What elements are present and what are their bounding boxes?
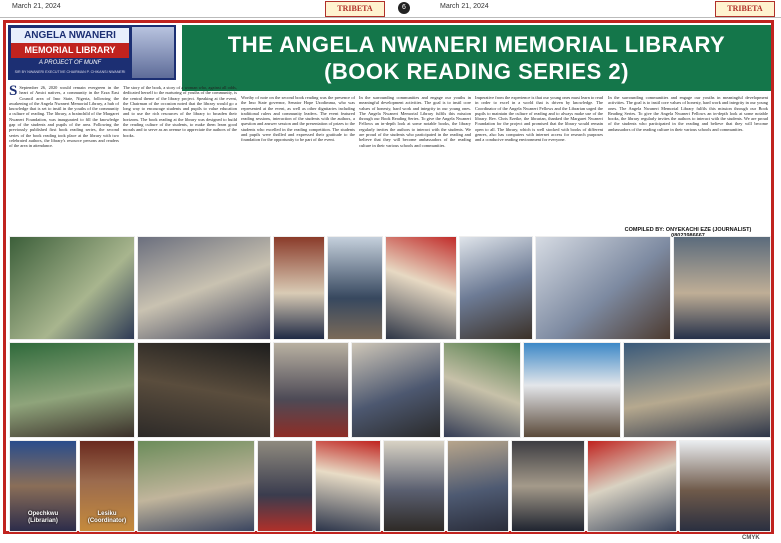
photo-event-15: [623, 342, 771, 438]
photo-event-16: [137, 440, 255, 532]
article-text-3: Worthy of note on the second book reading was the presence of the Imo State governor, Senator Hope Uzodimma, who was represented at the event, as well as other dignitaries including traditional rulers and community leaders. The event featured reading sessions, interaction of the students with the authors, a question and answer session and the presentation of prizes to the students who excelled in the reading competition. The students and pupils were thrilled and expressed their gratitude to the foundation for the opportunity to be part of the event.: [241, 95, 355, 143]
compiled-by: COMPILED BY: ONYEKACHI EZE (JOURNALIST): [624, 227, 752, 233]
banner-title-top: ANGELA NWANERI: [11, 28, 129, 43]
librarian-name: Opechkwu: [27, 511, 59, 517]
banner-subtitle: A PROJECT OF MUNF: [38, 60, 102, 66]
publication-logo-left: TRIBETA: [325, 1, 385, 17]
dropcap: S: [9, 85, 18, 99]
library-banner: [8, 25, 176, 80]
librarian-role: (Librarian): [28, 518, 58, 524]
headline-box: [182, 25, 771, 91]
photo-event-14: [523, 342, 621, 438]
photo-event-2: [137, 236, 271, 340]
article-column-4: [359, 95, 471, 253]
article-column-1: [9, 85, 119, 253]
photo-event-23: [679, 440, 771, 532]
banner-portrait-image: [132, 27, 174, 78]
photo-event-5: [385, 236, 457, 340]
photo-event-22: [587, 440, 677, 532]
coordinator-role: (Coordinator): [87, 518, 127, 524]
article-text-4: In the surrounding communities and engage our youths in meaningful development activities. The goal is to instil core values of honesty, hard work and integrity in our young ones. The Angela Nwaneri Memorial Library fulfils this mission through our Book Reading Series. To give the Angela Nwaneri Fellows an in-depth look at some notable books, the library regularly invites the authors to interact with the students. We are proud of the students who participated in the reading and believe that they will become ambassadors of the reading culture in their various schools and communities.: [359, 95, 471, 148]
page-number-left: 6: [398, 2, 410, 14]
photo-event-6: [459, 236, 533, 340]
photo-event-18: [315, 440, 381, 532]
date-right: March 21, 2024: [440, 3, 489, 10]
article-text-5: Imperative from the experience is that our young ones must learn to read in order to excel in a world that is driven by knowledge. The Coordinator of the Angela Nwaneri Fellows and the Librarian urged the pupils to maintain the culture of reading and to always make use of the library. Rev. Chris Ezeike, the librarian, thanked the Margaret Nwaneri Foundation for the project and promised that the library would remain open to all. The library, which is well stocked with books of different genres, also has computers with internet access for research purposes and a conducive reading environment for everyone.: [475, 95, 603, 143]
photo-event-19: [383, 440, 445, 532]
article-column-2: [123, 85, 237, 253]
date-left: March 21, 2024: [12, 3, 61, 10]
photo-event-8: [673, 236, 771, 340]
photo-event-4: [327, 236, 383, 340]
photo-event-17: [257, 440, 313, 532]
article-column-5: [475, 95, 603, 253]
publication-logo-right: TRIBETA: [715, 1, 775, 17]
caption-librarian: [10, 511, 76, 525]
photo-event-3: [273, 236, 325, 340]
photo-event-13: [443, 342, 521, 438]
headline: THE ANGELA NWANERI MEMORIAL LIBRARY (BOOK READING SERIES 2): [227, 32, 726, 84]
article-column-6: [608, 95, 768, 223]
photo-event-20: [447, 440, 509, 532]
photo-event-10: [137, 342, 271, 438]
banner-title-main: MEMORIAL LIBRARY: [11, 43, 129, 58]
photo-event-1: [9, 236, 135, 340]
photo-event-7: [535, 236, 671, 340]
photo-event-11: [273, 342, 349, 438]
photo-event-21: [511, 440, 585, 532]
page-header: [0, 0, 781, 18]
coordinator-name: Lesiku: [97, 511, 117, 517]
article-text-2: The story of the book, a story of a woman who, against all odds, dedicated herself to the nurturing of youths of the community, is the central theme of the library project. Speaking at the event, the Chairman of the occasion noted that the library would go a long way to encourage students and pupils to value education and to use the rich resources of the library to broaden their horizons. The book reading at the library was designed to build the reading culture of the students, to make them learn good morals and to serve as an avenue to appreciate the authors of the books.: [123, 85, 237, 138]
page-footer: [0, 536, 781, 543]
article-text-6: In the surrounding communities and engage our youths in meaningful development activities. The goal is to instil core values of honesty, hard work and integrity in our young ones. The Angela Nwaneri Memorial Library fulfils this mission through our Book Reading Series. To give the Angela Nwaneri Fellows an in-depth look at some notable books, the library regularly invites the authors to interact with the students. We are proud of the students who participated in the reading and believe that they will become ambassadors of the reading culture in their various schools and communities.: [608, 95, 768, 132]
banner-names: SIR BY NWANERI EXECUTIVE CHAIRMAN P. CHIKANSI NWANERI: [14, 70, 126, 74]
article-column-3: [241, 95, 355, 253]
photo-event-12: [351, 342, 441, 438]
caption-coordinator: [80, 511, 134, 525]
cmyk-mark: CMYK: [742, 535, 760, 541]
article-frame: [3, 20, 774, 534]
photo-event-9: [9, 342, 135, 438]
article-text-1: September 26, 2020 would remain evergreen in the heart of Amici natives, a community in the Ezza East Council area of Imo State, Nigeria, following the awakening of the Angela Nwaneri Memorial Library, a hub of knowledge that is set to instil in the youths of the community a culture of reading. The library, a brainchild of the Margaret Nwaneri Foundation, was inaugurated to fill the knowledge gap of the students and pupils of the area. Following the previously published first book reading series, the second series of the book reading took place at the library with two celebrated authors, the library's resource persons and readers of the area in attendance.: [9, 85, 119, 149]
